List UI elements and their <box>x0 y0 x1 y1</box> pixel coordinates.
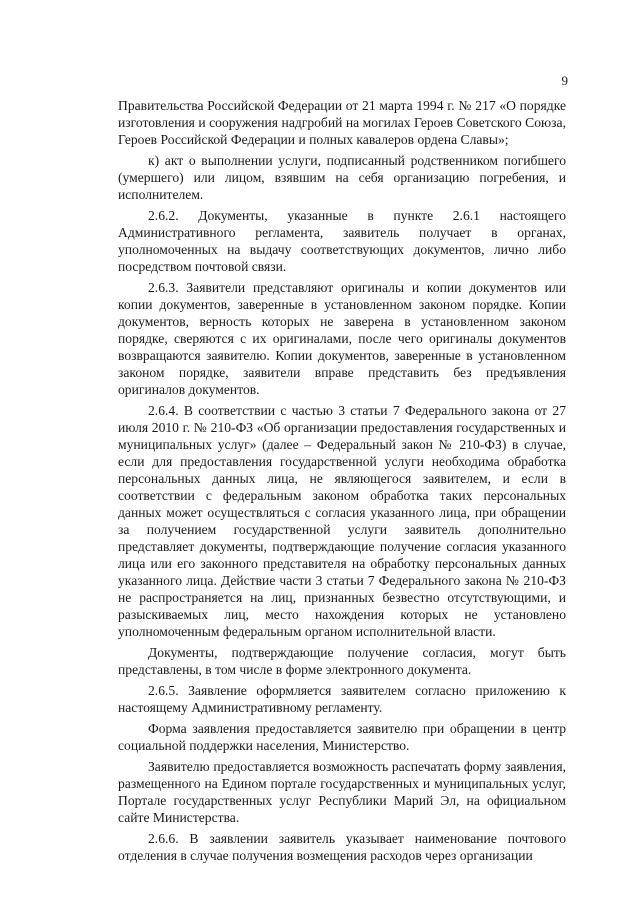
document-body <box>118 97 566 864</box>
paragraph-2-6-6: 2.6.6. В заявлении заявитель указывает наименование почтового отделения в случае получения возмещения расходов через организации <box>118 831 566 863</box>
paragraph-2-6-3: 2.6.3. Заявители представляют оригиналы и копии документов или копии документов, заверенные в установленном законом порядке. Копии документов, верность которых не заверена в установленном законом порядке, сверяются с их оригиналами, после чего оригиналы документов возвращаются заявителю. Копии документов, заверенные в установленном законом порядке, заявители вправе представить без предъявления оригиналов документов. <box>118 280 566 397</box>
paragraph-continuation: Правительства Российской Федерации от 21 марта 1994 г. № 217 «О порядке изготовления и сооружения надгробий на могилах Героев Советского Союза, Героев Российской Федерации и полных кавалеров ордена Славы»; <box>118 98 566 147</box>
paragraph-form-printing: Заявителю предоставляется возможность распечатать форму заявления, размещенного на Едином портале государственных и муниципальных услуг, Портале государственных услуг Республики Марий Эл, на официальном сайте Министерства. <box>118 759 566 825</box>
paragraph-consent-documents: Документы, подтверждающие получение согласия, могут быть представлены, в том числе в форме электронного документа. <box>118 645 566 677</box>
paragraph-2-6-2: 2.6.2. Документы, указанные в пункте 2.6.1 настоящего Административного регламента, заявитель получает в органах, уполномоченных на выдачу соответствующих документов, лично либо посредством почтовой связи. <box>118 208 566 274</box>
paragraph-item-k: к) акт о выполнении услуги, подписанный родственником погибшего (умершего) или лицом, взявшим на себя организацию погребения, и исполнителем. <box>118 153 566 202</box>
paragraph-2-6-5: 2.6.5. Заявление оформляется заявителем согласно приложению к настоящему Административному регламенту. <box>118 683 566 715</box>
paragraph-2-6-4: 2.6.4. В соответствии с частью 3 статьи 7 Федерального закона от 27 июля 2010 г. № 210-ФЗ «Об организации предоставления государственных и муниципальных услуг» (далее – Федеральный закон № 210-ФЗ) в случае, если для предоставления государственной услуги необходима обработка персональных данных лица, не являющегося заявителем, и если в соответствии с федеральным законом обработка таких персональных данных может осуществляться с согласия указанного лица, при обращении за получением государственной услуги заявитель дополнительно представляет документы, подтверждающие получение согласия указанного лица или его законного представителя на обработку персональных данных указанного лица. Действие части 3 статьи 7 Федерального закона № 210-ФЗ не распространяется на лиц, признанных безвестно отсутствующими, и разыскиваемых лиц, место нахождения которых не установлено уполномоченным федеральным органом исполнительной власти. <box>118 403 566 639</box>
paragraph-form-availability: Форма заявления предоставляется заявителю при обращении в центр социальной поддержки населения, Министерство. <box>118 721 566 753</box>
page-number: 9 <box>561 73 568 88</box>
